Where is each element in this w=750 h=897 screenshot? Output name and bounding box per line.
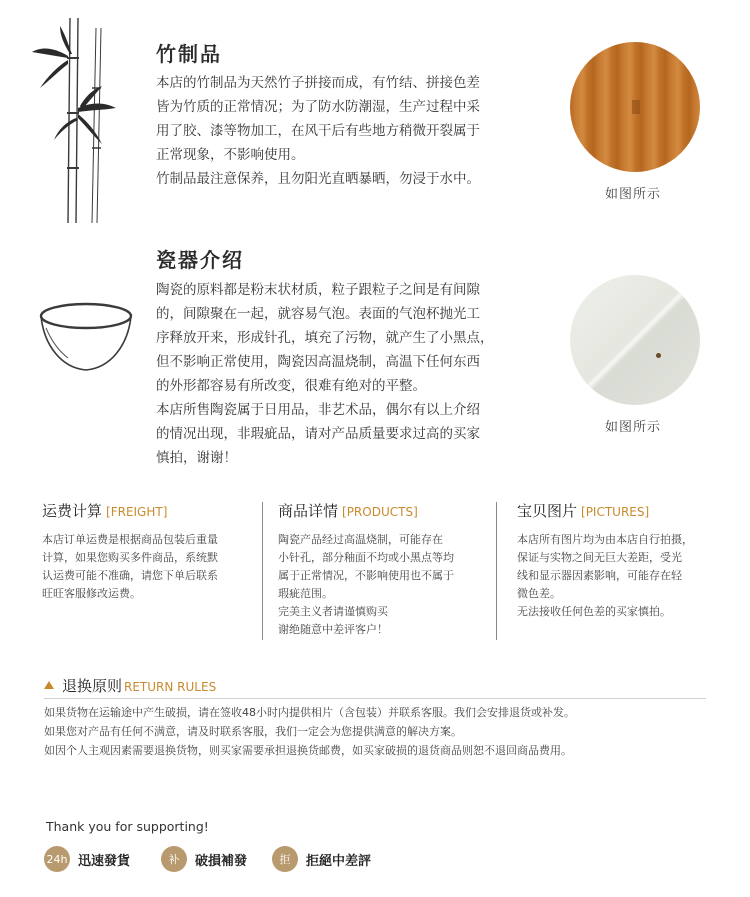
bamboo-line: 竹制品最注意保养，且勿阳光直晒暴晒，勿浸于水中。 — [156, 171, 480, 187]
products-line: 谢绝随意中差评客户！ — [278, 623, 388, 636]
products-line: 小针孔，部分釉面不均或小黑点等均 — [278, 551, 454, 564]
products-line: 属于正常情况，不影响使用也不属于 — [278, 569, 454, 582]
badge-fast-shipping — [44, 846, 130, 872]
products-en: [PRODUCTS] — [342, 505, 418, 519]
bamboo-line: 正常现象，不影响使用。 — [156, 147, 305, 163]
freight-line: 计算，如果您购买多件商品，系统默 — [42, 551, 218, 564]
porcelain-line: 但不影响正常使用，陶瓷因高温烧制，高温下任何东西 — [156, 354, 480, 370]
freight-heading — [42, 500, 218, 521]
pictures-line: 微色差。 — [517, 587, 561, 600]
pictures-line: 本店所有图片均为由本店自行拍摄， — [517, 533, 693, 546]
badge-label: 迅速發貨 — [78, 853, 131, 869]
freight-en: [FREIGHT] — [106, 505, 168, 519]
bamboo-grain-mark — [632, 100, 640, 114]
bamboo-sample-image — [570, 42, 700, 172]
bowl-illustration — [38, 298, 134, 378]
bamboo-caption: 如图所示 — [605, 187, 662, 202]
return-rules-divider — [44, 698, 706, 699]
porcelain-line: 本店所售陶瓷属于日用品，非艺术品，偶尔有以上介绍 — [156, 402, 480, 418]
bamboo-line: 皆为竹质的正常情况；为了防水防潮湿，生产过程中采 — [156, 99, 480, 115]
triangle-icon — [44, 681, 54, 689]
badge-label: 拒絕中差評 — [306, 853, 372, 869]
porcelain-description — [156, 278, 494, 470]
porcelain-sample-image — [570, 275, 700, 405]
bamboo-line: 本店的竹制品为天然竹子拼接而成，有竹结、拼接色差 — [156, 75, 480, 91]
freight-line: 本店订单运费是根据商品包装后重量 — [42, 533, 218, 546]
badge-label: 破損補發 — [195, 853, 248, 869]
pictures-line: 保证与实物之间无巨大差距，受光 — [517, 551, 682, 564]
pictures-line: 无法接收任何色差的买家慎拍。 — [517, 605, 671, 618]
badge-damage-reissue — [161, 846, 247, 872]
column-divider — [262, 502, 263, 640]
return-rule-line: 如因个人主观因素需要退换货物，则买家需要承担退换货邮费，如买家破损的退货商品则恕不退回商品费用。 — [44, 744, 572, 757]
pictures-line: 线和显示器因素影响，可能存在轻 — [517, 569, 682, 582]
bamboo-description — [156, 71, 480, 191]
bamboo-title: 竹制品 — [156, 42, 222, 66]
porcelain-line: 陶瓷的原料都是粉末状材质，粒子跟粒子之间是有间隙 — [156, 282, 480, 298]
badge-reissue-icon: 补 — [161, 846, 187, 872]
pictures-heading — [517, 500, 693, 521]
porcelain-title: 瓷器介绍 — [156, 248, 244, 272]
return-rules-heading — [44, 675, 216, 696]
freight-line: 旺旺客服修改运费。 — [42, 587, 141, 600]
return-rules-title: 退换原则 — [62, 677, 123, 695]
badge-refuse-bad-review — [272, 846, 371, 872]
freight-line: 认运费可能不准确，请您下单后联系 — [42, 569, 218, 582]
porcelain-line: 序释放开来，形成针孔，填充了污物，就产生了小黑点， — [156, 330, 494, 346]
badge-24h-icon: 24h — [44, 846, 70, 872]
freight-column — [42, 500, 218, 603]
products-line: 瑕疵范围。 — [278, 587, 333, 600]
return-rules-en: RETURN RULES — [124, 680, 217, 694]
pictures-title: 宝贝图片 — [517, 502, 578, 520]
pictures-body — [517, 531, 693, 621]
return-rules-body — [44, 703, 575, 760]
thanks-text: Thank you for supporting! — [46, 819, 209, 834]
porcelain-line: 的外形都容易有所改变，很难有绝对的平整。 — [156, 378, 426, 394]
bamboo-line: 用了胶、漆等物加工，在风干后有些地方稍微开裂属于 — [156, 123, 480, 139]
porcelain-speck-mark — [656, 353, 661, 358]
freight-body — [42, 531, 218, 603]
products-heading — [278, 500, 454, 521]
products-line: 完美主义者请谨慎购买 — [278, 605, 388, 618]
return-rule-line: 如果您对产品有任何不满意，请及时联系客服，我们一定会为您提供满意的解决方案。 — [44, 725, 462, 738]
porcelain-line: 慎拍，谢谢！ — [156, 450, 237, 466]
products-line: 陶瓷产品经过高温烧制，可能存在 — [278, 533, 443, 546]
products-column — [278, 500, 454, 639]
porcelain-line: 的情况出现，非瑕疵品，请对产品质量要求过高的买家 — [156, 426, 480, 442]
bamboo-illustration — [30, 18, 125, 223]
badge-refuse-icon: 拒 — [272, 846, 298, 872]
porcelain-caption: 如图所示 — [605, 420, 662, 435]
column-divider — [496, 502, 497, 640]
pictures-column — [517, 500, 693, 621]
porcelain-line: 的，间隙聚在一起，就容易气泡。表面的气泡杯抛光工 — [156, 306, 480, 322]
return-rule-line: 如果货物在运输途中产生破损，请在签收48小时内提供相片（含包装）并联系客服。我们会安排退货或补发。 — [44, 706, 575, 719]
freight-title: 运费计算 — [42, 502, 103, 520]
pictures-en: [PICTURES] — [581, 505, 650, 519]
products-title: 商品详情 — [278, 502, 339, 520]
products-body — [278, 531, 454, 639]
